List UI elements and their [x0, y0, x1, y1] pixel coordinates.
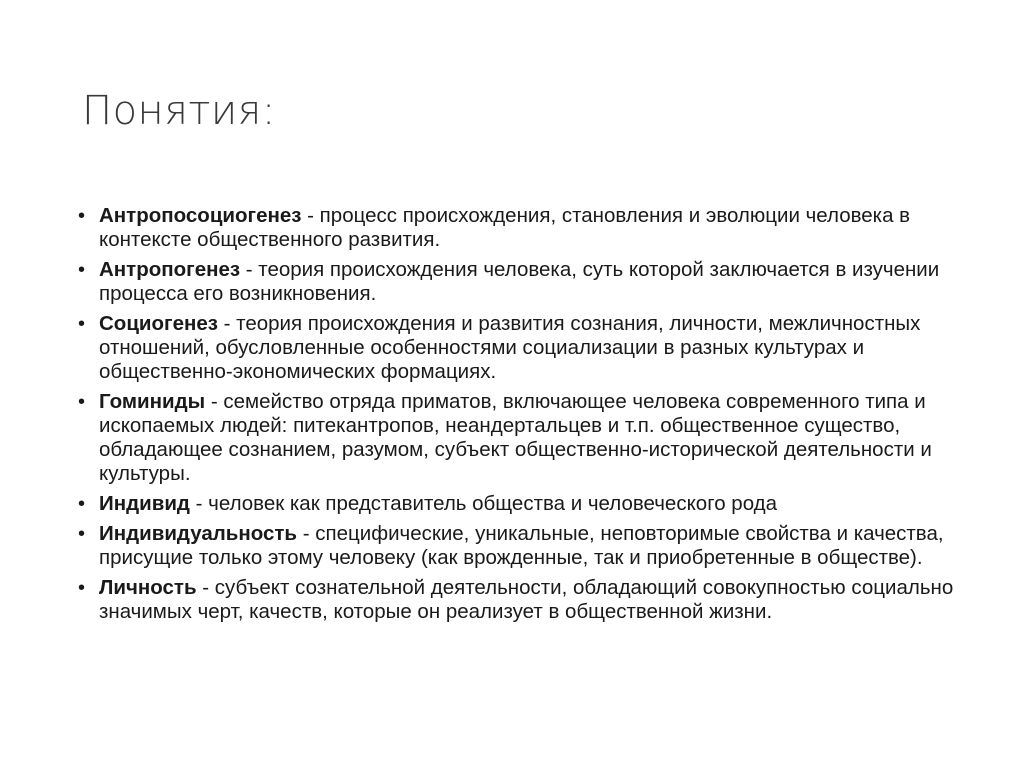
definition-text: - теория происхождения человека, суть которой заключается в изучении процесса его возникновения. [99, 258, 940, 305]
list-item-individuality [78, 522, 958, 570]
bullet-icon: • [78, 259, 86, 281]
term-label: Антропогенез [99, 258, 241, 281]
term-label: Антропосоциогенез [99, 204, 302, 227]
bullet-icon: • [78, 391, 86, 413]
list-item-hominids [78, 390, 958, 486]
definition-text: - семейство отряда приматов, включающее человека современного типа и ископаемых людей: питекантропов, неандертальцев и т.п. общественное существо, обладающее сознанием, разумом, субъект общественно-исторической деятельности и культуры. [99, 390, 932, 485]
term-label: Личность [99, 576, 197, 599]
term-label: Индивид [99, 492, 190, 515]
definition-text: - теория происхождения и развития сознания, личности, межличностных отношений, обусловленные особенностями социализации в разных культурах и общественно-экономических формациях. [99, 312, 921, 383]
definitions-list [78, 204, 958, 630]
definition-text: - специфические, уникальные, неповторимые свойства и качества, присущие только этому человеку (как врожденные, так и приобретенные в обществе). [99, 522, 944, 569]
definition-text: - субъект сознательной деятельности, обладающий совокупностью социально значимых черт, качеств, которые он реализует в общественной жизни. [99, 576, 954, 623]
bullet-icon: • [78, 205, 86, 227]
bullet-icon: • [78, 577, 86, 599]
term-label: Социогенез [99, 312, 218, 335]
list-item-sociogenesis [78, 312, 958, 384]
term-label: Индивидуальность [99, 522, 298, 545]
bullet-icon: • [78, 313, 86, 335]
bullet-icon: • [78, 493, 86, 515]
term-label: Гоминиды [99, 390, 206, 413]
list-item-personality [78, 576, 958, 624]
bullet-icon: • [78, 523, 86, 545]
list-item-individual [78, 492, 958, 516]
definition-text: - человек как представитель общества и человеческого рода [189, 492, 778, 515]
definition-text: - процесс происхождения, становления и эволюции человека в контексте общественного развития. [99, 204, 911, 251]
slide-title: Понятия: [82, 88, 276, 134]
list-item-anthropogenesis [78, 258, 958, 306]
list-item-anthroposociogenesis [78, 204, 958, 252]
